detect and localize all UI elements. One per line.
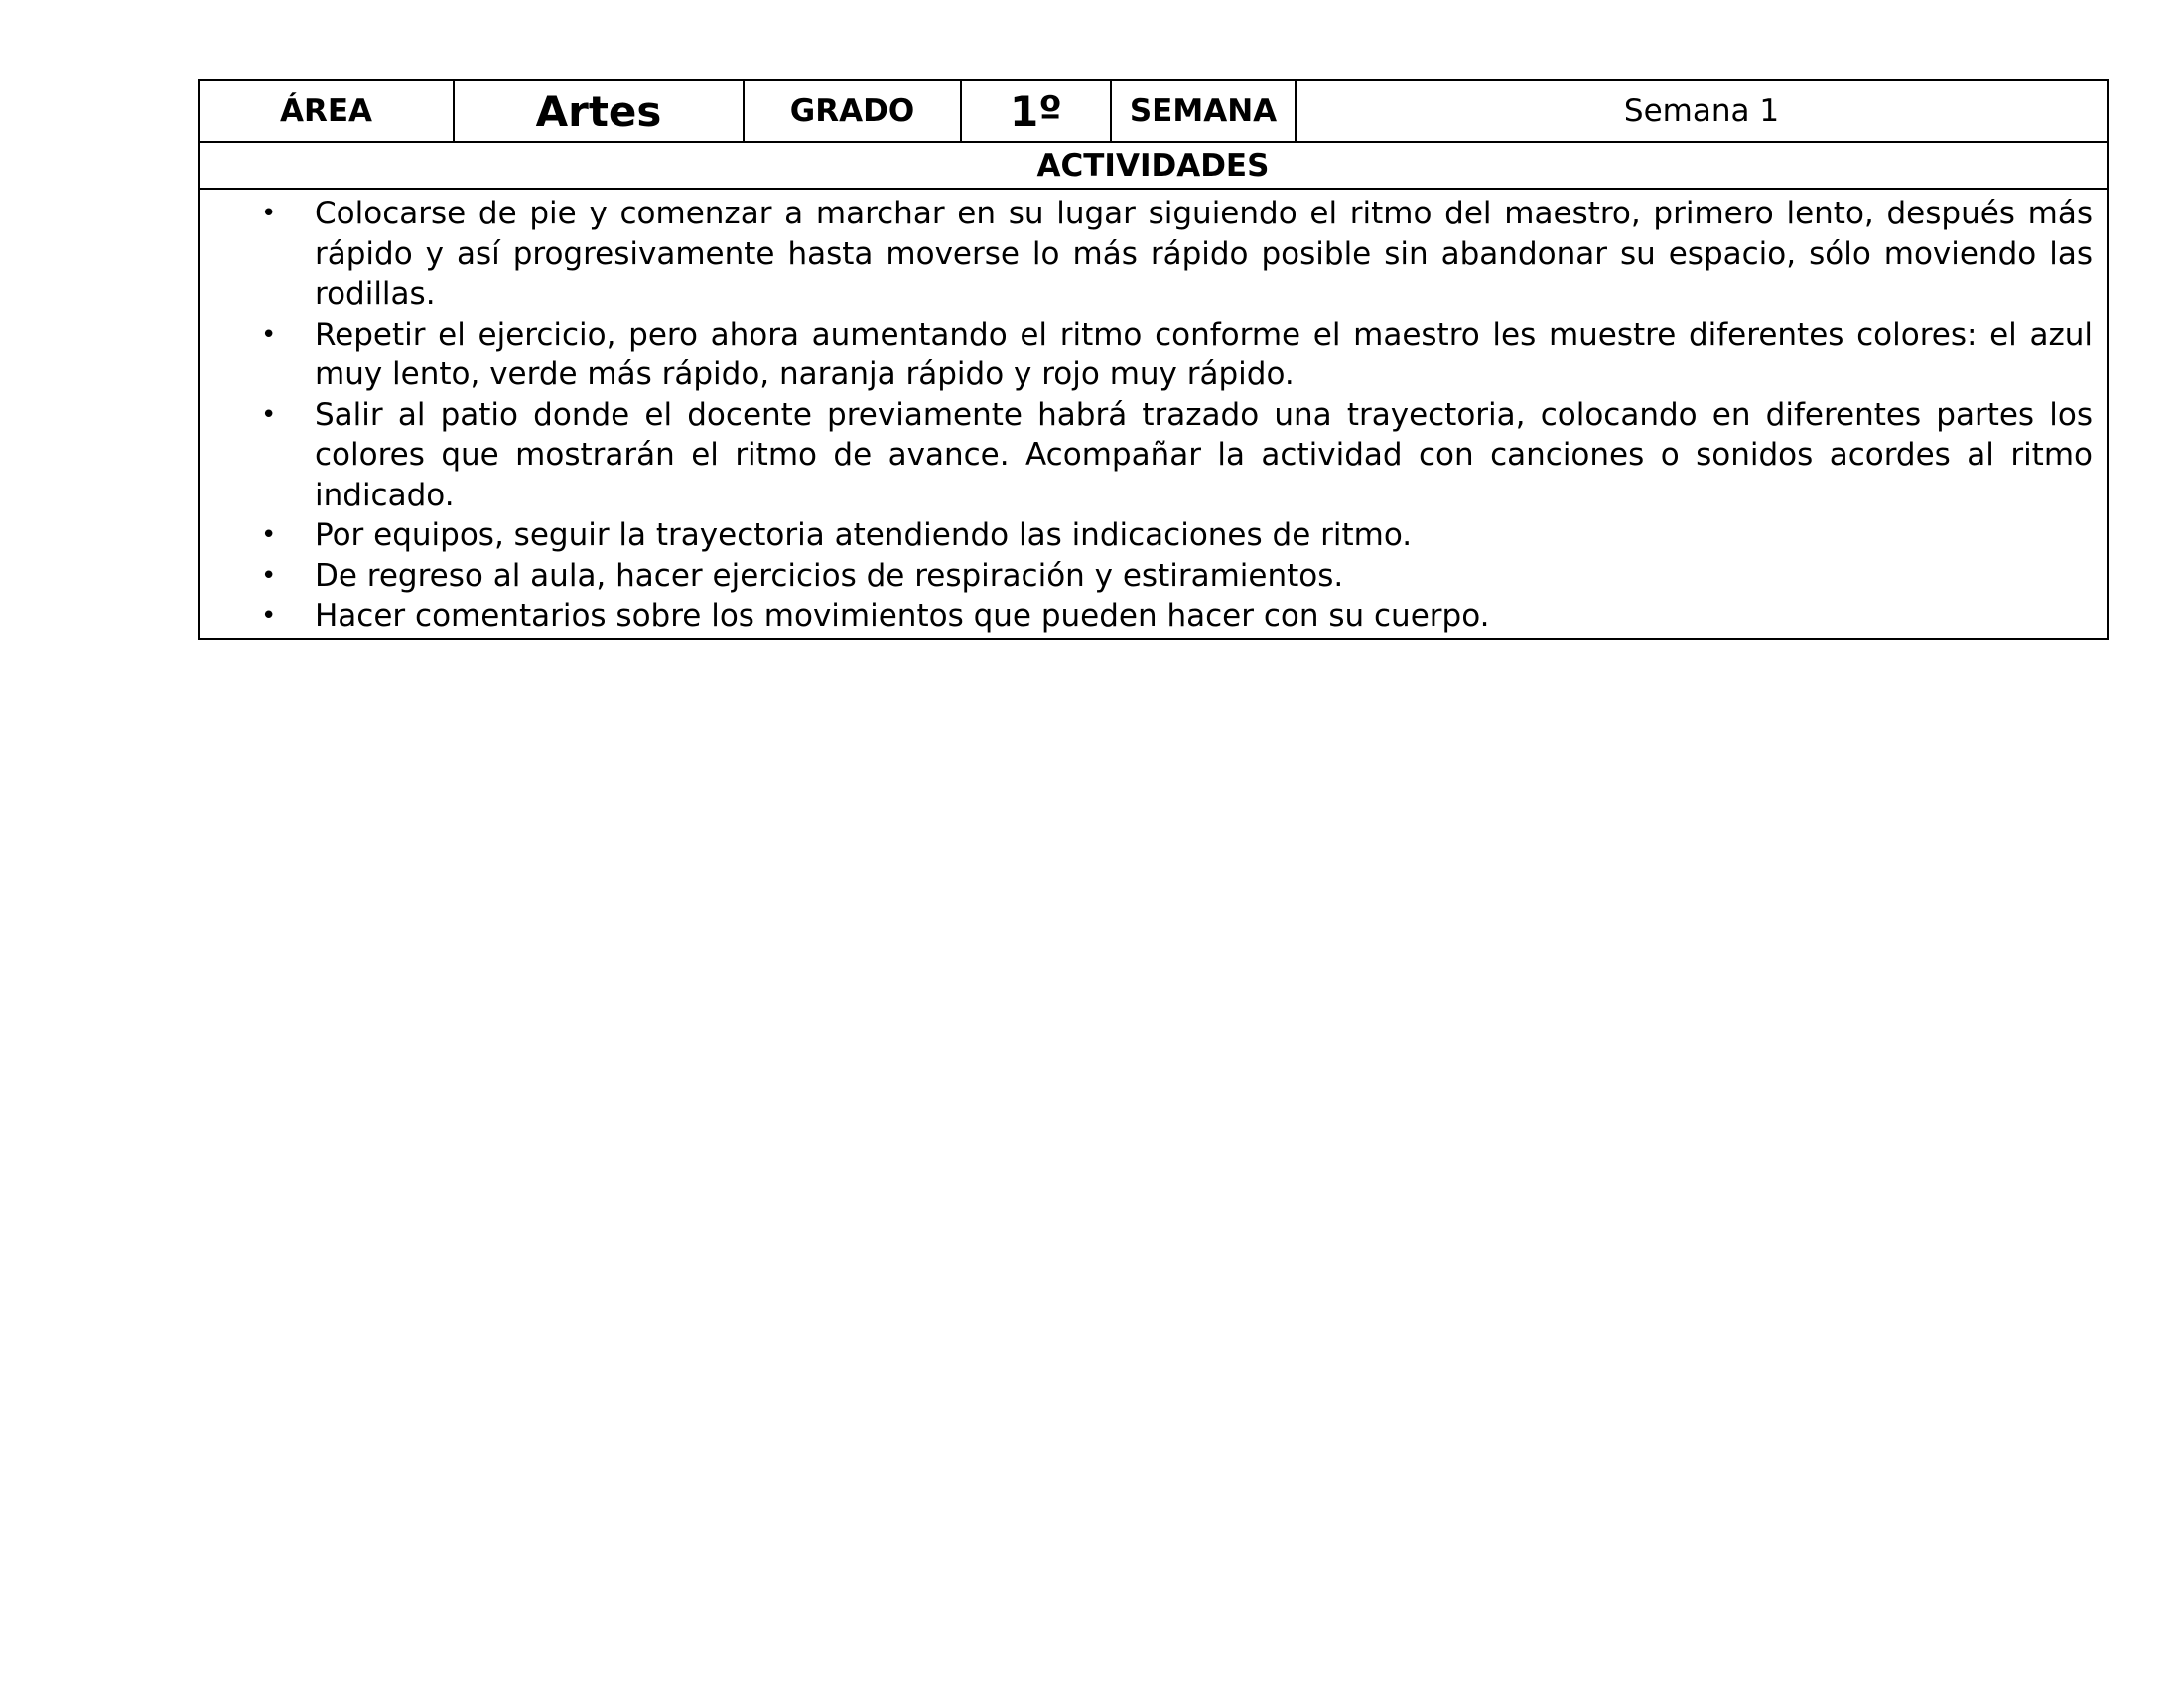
- week-label: SEMANA: [1111, 80, 1296, 142]
- bullet-icon: •: [261, 199, 277, 228]
- bullet-icon: •: [261, 399, 277, 430]
- header-row: [199, 80, 2108, 142]
- grade-value: 1º: [961, 80, 1111, 142]
- activity-text: Hacer comentarios sobre los movimientos que pueden hacer con su cuerpo.: [315, 598, 1490, 633]
- area-label: ÁREA: [199, 80, 454, 142]
- activity-list: [200, 194, 2093, 636]
- bullet-icon: •: [261, 560, 277, 591]
- bullet-icon: •: [261, 601, 277, 631]
- activity-item: [200, 315, 2093, 395]
- grade-label: GRADO: [744, 80, 961, 142]
- activities-title-row: [199, 142, 2108, 189]
- activity-text: Por equipos, seguir la trayectoria atendiendo las indicaciones de ritmo.: [315, 517, 1413, 553]
- activities-title: ACTIVIDADES: [199, 142, 2108, 189]
- activities-row: [199, 189, 2108, 639]
- activity-text: De regreso al aula, hacer ejercicios de respiración y estiramientos.: [315, 557, 1344, 594]
- activity-item: [200, 194, 2093, 315]
- activity-item: [200, 556, 2093, 597]
- bullet-icon: •: [261, 319, 277, 350]
- activity-item: [200, 395, 2093, 516]
- activity-text: Repetir el ejercicio, pero ahora aumentando el ritmo conforme el maestro les muestre diferentes colores: el azul muy lento, verde más rápido, naranja rápido y rojo muy rápido.: [315, 316, 2093, 392]
- activity-item: [200, 596, 2093, 636]
- activity-text: Salir al patio donde el docente previamente habrá trazado una trayectoria, colocando en diferentes partes los colores que mostrarán el ritmo de avance. Acompañar la actividad con canciones o sonidos acordes al ritmo indicado.: [315, 396, 2093, 513]
- area-value: Artes: [454, 80, 744, 142]
- activity-item: [200, 515, 2093, 556]
- lesson-plan-table: [198, 79, 2109, 640]
- activities-cell: [199, 189, 2108, 639]
- activity-text: Colocarse de pie y comenzar a marchar en su lugar siguiendo el ritmo del maestro, primero lento, después más rápido y así progresivamente hasta moverse lo más rápido posible sin abandonar su espacio, sólo moviendo las rodillas.: [315, 196, 2093, 312]
- week-value: Semana 1: [1296, 80, 2108, 142]
- bullet-icon: •: [261, 520, 277, 550]
